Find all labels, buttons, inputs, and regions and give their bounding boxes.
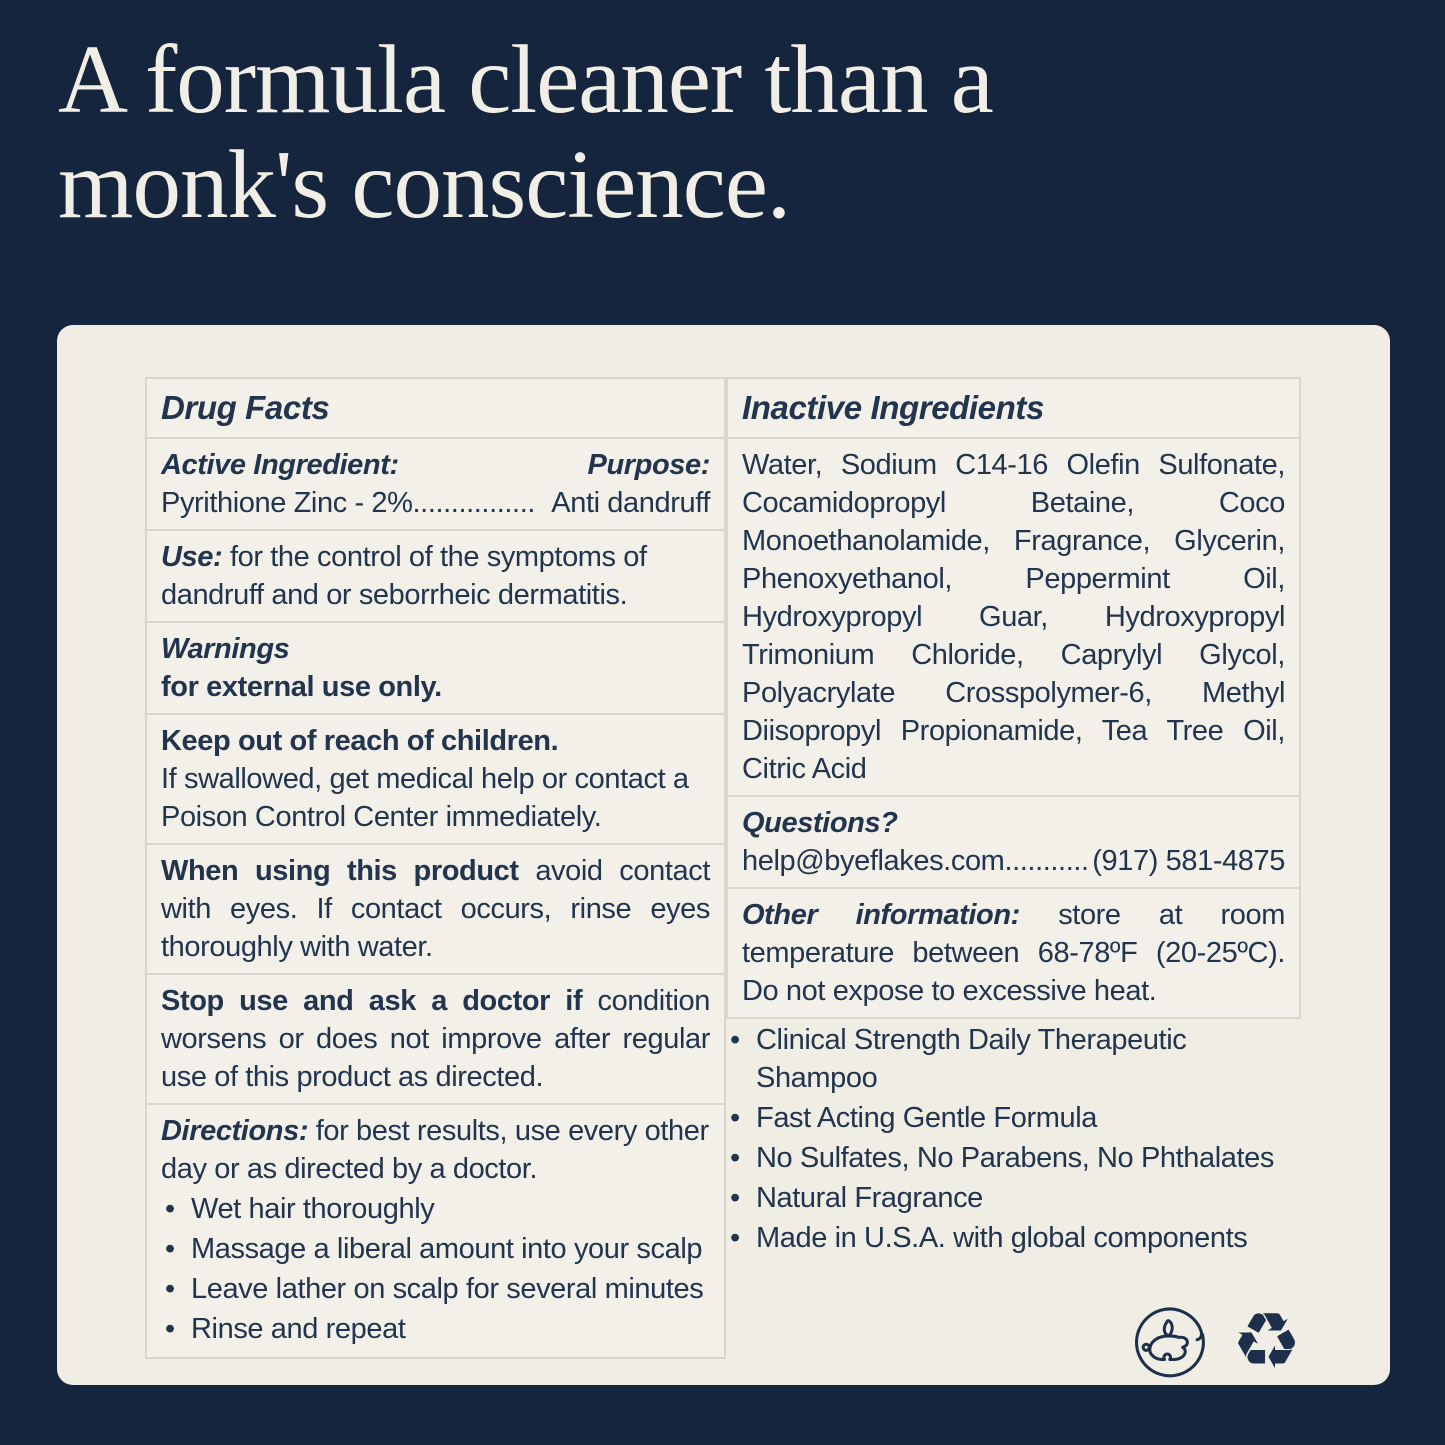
inactive-ingredients-section: [728, 439, 1299, 797]
directions-bullet: • Rinse and repeat: [161, 1310, 710, 1348]
directions-bullet: • Wet hair thoroughly: [161, 1190, 710, 1228]
page-title-line2: monk's conscience.: [58, 130, 791, 238]
keep-out-section: [147, 715, 724, 845]
purpose-value: Anti dandruff: [551, 487, 710, 519]
certification-icons: [726, 1297, 1301, 1387]
directions-text: for best results, use every other day or as directed by a doctor.: [161, 1115, 709, 1185]
inactive-ingredients-text: Water, Sodium C14-16 Olefin Sulfonate, Cocamidopropyl Betaine, Coco Monoethanolamide, Fragrance, Glycerin, Phenoxyethanol, Peppermint Oil, Hydroxypropyl Guar, Hydroxypropyl Trimonium Chloride, Caprylyl Glycol, Polyacrylate Crosspolymer-6, Methyl Diisopropyl Propionamide, Tea Tree Oil, Citric Acid: [742, 449, 1285, 785]
active-ingredient-value: Pyrithione Zinc - 2%: [161, 487, 413, 519]
feature-item: • Clinical Strength Daily Therapeutic Shampoo: [726, 1021, 1301, 1097]
when-using-label: When using this product: [161, 855, 519, 887]
feature-item: • Fast Acting Gentle Formula: [726, 1099, 1301, 1137]
questions-label: Questions?: [742, 807, 898, 839]
cruelty-free-bunny-icon: [1131, 1304, 1207, 1380]
drug-facts-title: Drug Facts: [161, 389, 330, 426]
inactive-box: [726, 377, 1301, 1019]
stop-use-section: [147, 975, 724, 1105]
active-ingredient-section: [147, 439, 724, 531]
directions-bullet-list: [161, 1190, 710, 1348]
drug-facts-panel: [145, 377, 1301, 1387]
label-card: [57, 325, 1390, 1385]
questions-section: [728, 797, 1299, 889]
keep-out-label: Keep out of reach of children.: [161, 725, 559, 757]
when-using-text: avoid contact with eyes. If contact occurs, rinse eyes thoroughly with water.: [161, 855, 710, 963]
feature-item: • Natural Fragrance: [726, 1179, 1301, 1217]
use-label: Use:: [161, 541, 223, 573]
recycle-icon: ♻: [1231, 1297, 1301, 1387]
other-info-label: Other information:: [742, 899, 1020, 931]
use-text: for the control of the symptoms of dandruff and or seborrheic dermatitis.: [161, 541, 647, 611]
stop-use-label: Stop use and ask a doctor if: [161, 985, 583, 1017]
stop-use-text: condition worsens or does not improve after regular use of this product as directed.: [161, 985, 710, 1093]
leader-dots: ...........: [1004, 845, 1089, 877]
leader-dots: ................: [412, 487, 536, 519]
directions-bullet: • Leave lather on scalp for several minutes: [161, 1270, 710, 1308]
contact-phone: (917) 581-4875: [1092, 845, 1285, 877]
warnings-section: [147, 623, 724, 715]
page-title: [58, 28, 1258, 238]
warnings-label: Warnings: [161, 633, 290, 665]
inactive-title-section: [728, 379, 1299, 439]
purpose-label: Purpose:: [587, 449, 710, 481]
active-ingredient-label: Active Ingredient:: [161, 449, 399, 481]
drug-facts-title-section: [147, 379, 724, 439]
warnings-text: for external use only.: [161, 671, 442, 703]
contact-email: help@byeflakes.com: [742, 845, 1005, 877]
directions-label: Directions:: [161, 1115, 309, 1147]
feature-item: • Made in U.S.A. with global components: [726, 1219, 1301, 1257]
drug-facts-column: [145, 377, 726, 1359]
other-info-text: store at room temperature between 68-78ºF (20-25ºC). Do not expose to excessive heat.: [742, 899, 1285, 1007]
other-info-section: [728, 889, 1299, 1017]
when-using-section: [147, 845, 724, 975]
keep-out-text: If swallowed, get medical help or contact a Poison Control Center immediately.: [161, 763, 689, 833]
inactive-title: Inactive Ingredients: [742, 389, 1044, 426]
use-section: [147, 531, 724, 623]
directions-section: [147, 1105, 724, 1357]
feature-item: • No Sulfates, No Parabens, No Phthalates: [726, 1139, 1301, 1177]
inactive-column: [726, 377, 1301, 1387]
page-title-line1: A formula cleaner than a: [58, 26, 993, 133]
product-features-list: [726, 1021, 1301, 1257]
directions-bullet: • Massage a liberal amount into your scalp: [161, 1230, 710, 1268]
